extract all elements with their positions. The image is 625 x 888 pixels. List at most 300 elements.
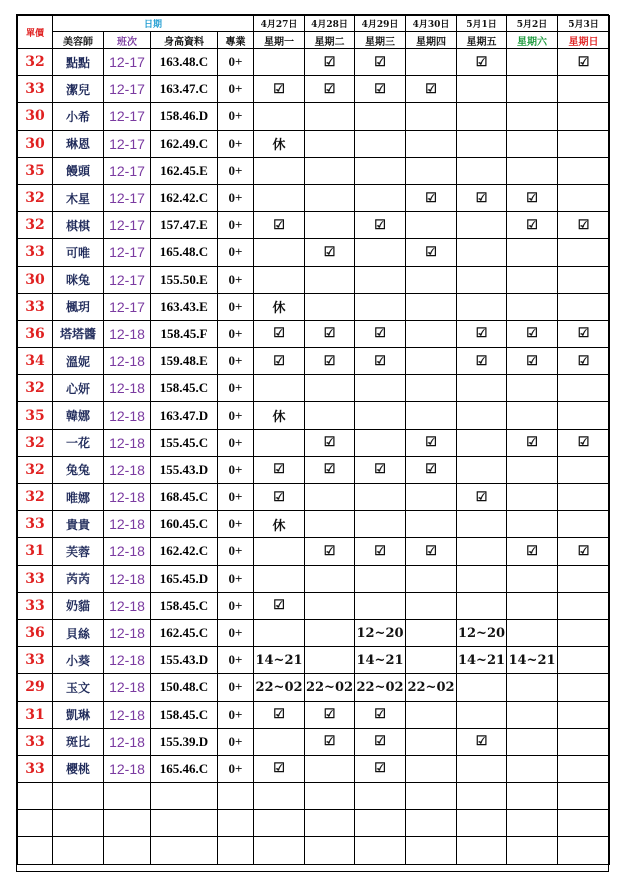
class-cell: 12-18 <box>104 375 151 402</box>
name-cell: 唯娜 <box>53 484 104 511</box>
day-cell: ☑ <box>558 538 610 565</box>
empty-cell <box>355 837 406 864</box>
day-cell <box>355 429 406 456</box>
day-cell: ☑ <box>457 484 507 511</box>
day-cell <box>507 755 558 782</box>
empty-cell <box>507 837 558 864</box>
day-cell: ☑ <box>457 184 507 211</box>
day-cell: ☑ <box>254 484 305 511</box>
day-cell <box>507 619 558 646</box>
day-cell <box>507 592 558 619</box>
day-cell: 22~02 <box>406 674 457 701</box>
table-row <box>18 456 610 483</box>
class-cell: 12-17 <box>104 76 151 103</box>
day-cell: 休 <box>254 402 305 429</box>
day-cell <box>406 375 457 402</box>
empty-cell <box>457 810 507 837</box>
day-cell <box>558 592 610 619</box>
day-cell <box>406 157 457 184</box>
weekday-cell: 星期三 <box>355 32 406 49</box>
empty-cell <box>457 783 507 810</box>
weekday-cell-sunday: 星期日 <box>558 32 610 49</box>
table-row <box>18 184 610 211</box>
specialty-cell: 0+ <box>218 375 254 402</box>
day-cell <box>305 592 355 619</box>
price-cell: 32 <box>18 184 53 211</box>
price-cell: 33 <box>18 592 53 619</box>
day-cell <box>507 130 558 157</box>
measure-cell: 165.45.D <box>151 565 218 592</box>
day-cell <box>558 157 610 184</box>
day-cell <box>305 484 355 511</box>
day-cell <box>406 484 457 511</box>
measure-cell: 155.39.D <box>151 728 218 755</box>
day-cell: 14~21 <box>507 647 558 674</box>
day-cell <box>558 484 610 511</box>
day-cell <box>355 293 406 320</box>
specialty-cell: 0+ <box>218 538 254 565</box>
specialty-cell: 0+ <box>218 293 254 320</box>
class-cell: 12-18 <box>104 511 151 538</box>
day-cell <box>305 184 355 211</box>
name-cell: 櫻桃 <box>53 755 104 782</box>
class-header: 班次 <box>104 32 151 49</box>
day-cell: ☑ <box>457 320 507 347</box>
day-cell: ☑ <box>305 456 355 483</box>
day-cell <box>558 293 610 320</box>
class-cell: 12-18 <box>104 728 151 755</box>
measure-cell: 155.43.D <box>151 456 218 483</box>
measure-cell: 155.45.C <box>151 429 218 456</box>
day-cell: ☑ <box>305 239 355 266</box>
day-cell: ☑ <box>305 429 355 456</box>
day-cell <box>558 76 610 103</box>
day-cell <box>457 511 507 538</box>
day-cell <box>305 511 355 538</box>
name-cell: 小希 <box>53 103 104 130</box>
blank-row <box>18 837 610 864</box>
empty-cell <box>53 837 104 864</box>
empty-cell <box>104 783 151 810</box>
day-cell <box>507 266 558 293</box>
table-row <box>18 76 610 103</box>
date-cell: 4月29日 <box>355 16 406 32</box>
day-cell <box>406 592 457 619</box>
name-cell: 一花 <box>53 429 104 456</box>
measure-cell: 168.45.C <box>151 484 218 511</box>
day-cell <box>558 130 610 157</box>
day-cell: ☑ <box>254 348 305 375</box>
day-cell: 休 <box>254 293 305 320</box>
price-cell: 29 <box>18 674 53 701</box>
empty-cell <box>18 810 53 837</box>
day-cell: ☑ <box>305 701 355 728</box>
blank-row <box>18 810 610 837</box>
day-cell <box>507 674 558 701</box>
day-cell: ☑ <box>254 592 305 619</box>
class-cell: 12-17 <box>104 184 151 211</box>
table-row <box>18 565 610 592</box>
day-cell: ☑ <box>558 348 610 375</box>
day-cell <box>457 402 507 429</box>
class-cell: 12-18 <box>104 456 151 483</box>
weekday-cell: 星期二 <box>305 32 355 49</box>
class-cell: 12-17 <box>104 157 151 184</box>
day-cell <box>254 157 305 184</box>
price-cell: 33 <box>18 76 53 103</box>
table-row <box>18 728 610 755</box>
day-cell <box>305 755 355 782</box>
day-cell <box>457 76 507 103</box>
day-cell <box>558 266 610 293</box>
specialty-cell: 0+ <box>218 348 254 375</box>
name-cell: 點點 <box>53 49 104 76</box>
day-cell <box>507 293 558 320</box>
weekday-cell: 星期四 <box>406 32 457 49</box>
day-cell: 14~21 <box>355 647 406 674</box>
day-cell <box>558 701 610 728</box>
empty-cell <box>507 810 558 837</box>
class-cell: 12-18 <box>104 674 151 701</box>
day-cell: ☑ <box>305 538 355 565</box>
day-cell <box>305 212 355 239</box>
name-cell: 心妍 <box>53 375 104 402</box>
class-cell: 12-18 <box>104 429 151 456</box>
empty-cell <box>151 783 218 810</box>
date-cell: 4月30日 <box>406 16 457 32</box>
empty-cell <box>104 810 151 837</box>
day-cell <box>406 728 457 755</box>
table-row <box>18 348 610 375</box>
day-cell <box>457 293 507 320</box>
table-row <box>18 49 610 76</box>
name-cell: 貴貴 <box>53 511 104 538</box>
day-cell: ☑ <box>457 49 507 76</box>
specialty-cell: 0+ <box>218 157 254 184</box>
price-cell: 32 <box>18 375 53 402</box>
empty-cell <box>218 783 254 810</box>
day-cell <box>355 484 406 511</box>
price-cell: 32 <box>18 429 53 456</box>
day-cell <box>457 674 507 701</box>
specialty-cell: 0+ <box>218 184 254 211</box>
table-row <box>18 103 610 130</box>
day-cell <box>406 348 457 375</box>
day-cell: 14~21 <box>254 647 305 674</box>
day-cell: ☑ <box>558 429 610 456</box>
specialty-cell: 0+ <box>218 484 254 511</box>
class-cell: 12-17 <box>104 293 151 320</box>
day-cell: ☑ <box>355 456 406 483</box>
day-cell <box>305 619 355 646</box>
price-cell: 33 <box>18 755 53 782</box>
empty-cell <box>406 783 457 810</box>
date-cell: 4月28日 <box>305 16 355 32</box>
day-cell <box>558 755 610 782</box>
day-cell <box>558 103 610 130</box>
day-cell <box>305 103 355 130</box>
table-row <box>18 647 610 674</box>
table-row <box>18 239 610 266</box>
empty-cell <box>558 810 610 837</box>
header-row-dates <box>18 16 610 32</box>
day-cell: ☑ <box>558 212 610 239</box>
measure-cell: 163.47.C <box>151 76 218 103</box>
day-cell: 22~02 <box>355 674 406 701</box>
day-cell: ☑ <box>355 212 406 239</box>
specialty-cell: 0+ <box>218 674 254 701</box>
day-cell <box>305 402 355 429</box>
name-cell: 溫妮 <box>53 348 104 375</box>
day-cell: ☑ <box>355 76 406 103</box>
measure-cell: 155.43.D <box>151 647 218 674</box>
day-cell <box>406 266 457 293</box>
price-cell: 30 <box>18 103 53 130</box>
measure-cell: 162.42.C <box>151 538 218 565</box>
day-cell <box>558 402 610 429</box>
name-cell: 塔塔醬 <box>53 320 104 347</box>
measure-cell: 163.47.D <box>151 402 218 429</box>
day-cell: ☑ <box>507 184 558 211</box>
name-cell: 貝絲 <box>53 619 104 646</box>
price-cell: 35 <box>18 157 53 184</box>
class-cell: 12-18 <box>104 619 151 646</box>
day-cell <box>254 49 305 76</box>
day-cell <box>305 565 355 592</box>
price-cell: 33 <box>18 239 53 266</box>
day-cell <box>457 375 507 402</box>
day-cell <box>355 402 406 429</box>
day-cell: ☑ <box>406 538 457 565</box>
price-cell: 36 <box>18 320 53 347</box>
measure-cell: 158.45.C <box>151 701 218 728</box>
empty-cell <box>507 783 558 810</box>
specialty-cell: 0+ <box>218 49 254 76</box>
measure-cell: 158.46.D <box>151 103 218 130</box>
day-cell <box>254 619 305 646</box>
day-cell <box>406 647 457 674</box>
day-cell <box>457 429 507 456</box>
day-cell <box>507 701 558 728</box>
class-cell: 12-17 <box>104 266 151 293</box>
specialty-cell: 0+ <box>218 619 254 646</box>
measure-cell: 150.48.C <box>151 674 218 701</box>
class-cell: 12-17 <box>104 49 151 76</box>
table-row <box>18 674 610 701</box>
empty-cell <box>305 837 355 864</box>
table-row <box>18 484 610 511</box>
name-cell: 凱琳 <box>53 701 104 728</box>
empty-cell <box>254 837 305 864</box>
price-cell: 31 <box>18 538 53 565</box>
day-cell: ☑ <box>507 429 558 456</box>
day-cell <box>406 402 457 429</box>
day-cell <box>507 728 558 755</box>
day-cell: 14~21 <box>457 647 507 674</box>
day-cell <box>355 157 406 184</box>
measure-cell: 162.45.C <box>151 619 218 646</box>
day-cell <box>355 184 406 211</box>
name-cell: 棋棋 <box>53 212 104 239</box>
name-cell: 楓玥 <box>53 293 104 320</box>
table-row <box>18 293 610 320</box>
name-cell: 芮芮 <box>53 565 104 592</box>
class-cell: 12-17 <box>104 130 151 157</box>
class-cell: 12-17 <box>104 239 151 266</box>
day-cell <box>457 130 507 157</box>
day-cell: ☑ <box>355 348 406 375</box>
day-cell: ☑ <box>406 429 457 456</box>
day-cell: ☑ <box>507 320 558 347</box>
date-cell: 5月3日 <box>558 16 610 32</box>
day-cell: ☑ <box>457 728 507 755</box>
specialty-cell: 0+ <box>218 130 254 157</box>
day-cell <box>355 375 406 402</box>
price-cell: 31 <box>18 701 53 728</box>
price-header: 單價 <box>18 16 53 49</box>
empty-cell <box>355 783 406 810</box>
day-cell: ☑ <box>507 348 558 375</box>
price-cell: 30 <box>18 266 53 293</box>
day-cell <box>558 619 610 646</box>
name-cell: 咪兔 <box>53 266 104 293</box>
day-cell <box>558 728 610 755</box>
price-cell: 32 <box>18 49 53 76</box>
day-cell: ☑ <box>355 755 406 782</box>
class-cell: 12-18 <box>104 538 151 565</box>
class-cell: 12-18 <box>104 755 151 782</box>
day-cell: ☑ <box>355 701 406 728</box>
price-cell: 33 <box>18 728 53 755</box>
day-cell <box>558 511 610 538</box>
day-cell <box>305 375 355 402</box>
name-cell: 木星 <box>53 184 104 211</box>
day-cell <box>507 239 558 266</box>
empty-cell <box>18 837 53 864</box>
day-cell <box>406 701 457 728</box>
price-cell: 33 <box>18 647 53 674</box>
table-row <box>18 212 610 239</box>
day-cell: ☑ <box>254 456 305 483</box>
day-cell <box>457 456 507 483</box>
price-cell: 34 <box>18 348 53 375</box>
day-cell <box>507 456 558 483</box>
day-cell: ☑ <box>507 212 558 239</box>
table-row <box>18 157 610 184</box>
day-cell <box>457 212 507 239</box>
day-cell <box>406 212 457 239</box>
day-cell: 休 <box>254 511 305 538</box>
empty-cell <box>104 837 151 864</box>
table-row <box>18 320 610 347</box>
measure-cell: 158.45.F <box>151 320 218 347</box>
price-cell: 32 <box>18 212 53 239</box>
name-cell: 饅頭 <box>53 157 104 184</box>
class-cell: 12-18 <box>104 348 151 375</box>
measure-cell: 165.48.C <box>151 239 218 266</box>
day-cell <box>305 293 355 320</box>
empty-cell <box>53 810 104 837</box>
specialty-cell: 0+ <box>218 755 254 782</box>
day-cell <box>406 103 457 130</box>
date-cell: 5月1日 <box>457 16 507 32</box>
specialty-cell: 0+ <box>218 647 254 674</box>
day-cell <box>254 429 305 456</box>
day-cell <box>355 266 406 293</box>
schedule-table <box>17 15 610 865</box>
date-cell: 4月27日 <box>254 16 305 32</box>
day-cell <box>457 157 507 184</box>
day-cell: ☑ <box>558 49 610 76</box>
empty-cell <box>305 783 355 810</box>
specialty-cell: 0+ <box>218 239 254 266</box>
day-cell <box>355 239 406 266</box>
day-cell: 12~20 <box>457 619 507 646</box>
day-cell: ☑ <box>558 320 610 347</box>
day-cell <box>507 76 558 103</box>
day-cell: 22~02 <box>305 674 355 701</box>
day-cell <box>254 375 305 402</box>
day-cell: ☑ <box>406 239 457 266</box>
day-cell: ☑ <box>355 49 406 76</box>
name-cell: 可唯 <box>53 239 104 266</box>
day-cell <box>457 565 507 592</box>
measure-cell: 163.48.C <box>151 49 218 76</box>
specialty-cell: 0+ <box>218 76 254 103</box>
class-cell: 12-17 <box>104 212 151 239</box>
day-cell: ☑ <box>355 320 406 347</box>
date-cell: 5月2日 <box>507 16 558 32</box>
day-cell <box>507 375 558 402</box>
day-cell <box>254 565 305 592</box>
table-row <box>18 538 610 565</box>
day-cell <box>355 103 406 130</box>
date-header: 日期 <box>53 16 254 32</box>
day-cell <box>558 647 610 674</box>
day-cell <box>457 755 507 782</box>
name-cell: 韓娜 <box>53 402 104 429</box>
table-row <box>18 429 610 456</box>
day-cell <box>507 484 558 511</box>
name-cell: 潔兒 <box>53 76 104 103</box>
name-cell: 斑比 <box>53 728 104 755</box>
measure-cell: 158.45.C <box>151 375 218 402</box>
name-cell: 奶貓 <box>53 592 104 619</box>
empty-cell <box>53 783 104 810</box>
weekday-cell: 星期五 <box>457 32 507 49</box>
price-cell: 32 <box>18 456 53 483</box>
day-cell <box>355 130 406 157</box>
day-cell <box>406 320 457 347</box>
name-cell: 琳恩 <box>53 130 104 157</box>
specialty-cell: 0+ <box>218 701 254 728</box>
day-cell <box>305 130 355 157</box>
day-cell <box>507 103 558 130</box>
measure-cell: 162.45.E <box>151 157 218 184</box>
name-cell: 兔兔 <box>53 456 104 483</box>
day-cell <box>254 266 305 293</box>
day-cell <box>406 511 457 538</box>
table-row <box>18 619 610 646</box>
day-cell: ☑ <box>254 212 305 239</box>
measure-cell: 162.49.C <box>151 130 218 157</box>
specialty-cell: 0+ <box>218 511 254 538</box>
measure-cell: 163.43.E <box>151 293 218 320</box>
table-row <box>18 375 610 402</box>
measure-cell: 158.45.C <box>151 592 218 619</box>
day-cell <box>254 538 305 565</box>
class-cell: 12-17 <box>104 103 151 130</box>
